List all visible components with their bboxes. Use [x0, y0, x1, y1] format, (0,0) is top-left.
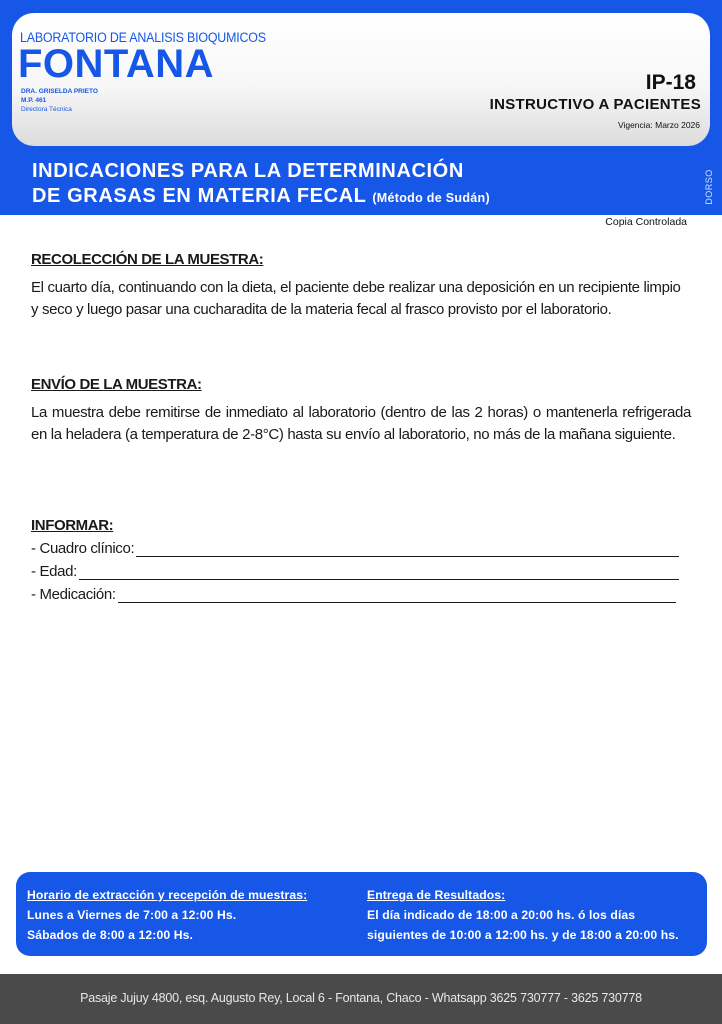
field-age-line[interactable] — [79, 566, 679, 580]
copy-note: Copia Controlada — [605, 216, 687, 228]
side-tag-label: DORSO — [704, 169, 714, 205]
field-medication-label: - Medicación: — [31, 586, 116, 603]
field-age-label: - Edad: — [31, 563, 77, 580]
collection-heading: RECOLECCIÓN DE LA MUESTRA: — [31, 251, 264, 268]
hours-box — [16, 872, 707, 956]
field-clinical-picture-label: - Cuadro clínico: — [31, 540, 135, 557]
title-method: (Método de Sudán) — [372, 191, 490, 205]
title-line-1: INDICACIONES PARA LA DETERMINACIÓN — [32, 160, 464, 182]
title-line-2-text: DE GRASAS EN MATERIA FECAL — [32, 185, 367, 207]
results-line-1: El día indicado de 18:00 a 20:00 hs. ó los días — [367, 908, 636, 922]
director-license: M.P. 461 — [21, 97, 47, 104]
footer-address: Pasaje Jujuy 4800, esq. Augusto Rey, Local 6 - Fontana, Chaco - Whatsapp 3625 730777 - 3625 730778 — [80, 991, 642, 1005]
inform-heading: INFORMAR: — [31, 517, 114, 534]
director-name: DRA. GRISELDA PRIETO — [21, 88, 98, 95]
results-hours — [367, 885, 679, 945]
extraction-saturdays: Sábados de 8:00 a 12:00 Hs. — [27, 928, 193, 942]
results-title: Entrega de Resultados: — [367, 888, 506, 902]
document-validity: Vigencia: Marzo 2026 — [617, 120, 700, 130]
title-line-2 — [32, 184, 490, 211]
director-info — [21, 87, 98, 114]
field-clinical-picture-line[interactable] — [136, 543, 679, 557]
document-type: INSTRUCTIVO A PACIENTES — [489, 96, 701, 113]
results-line-2: siguientes de 10:00 a 12:00 hs. y de 18:00 a 20:00 hs. — [367, 928, 679, 942]
lab-subtitle: LABORATORIO DE ANALISIS BIOQUMICOS — [20, 30, 266, 45]
extraction-hours — [27, 885, 307, 945]
director-role: Directora Técnica — [21, 106, 72, 113]
field-age[interactable] — [31, 563, 679, 580]
collection-body: El cuarto día, continuando con la dieta, el paciente debe realizar una deposición en un recipiente limpio y seco y luego pasar una cucharadita de la materia fecal al frasco provisto por el laboratorio. — [31, 279, 681, 318]
side-tag — [702, 165, 716, 209]
extraction-weekdays: Lunes a Viernes de 7:00 a 12:00 Hs. — [27, 908, 237, 922]
extraction-title: Horario de extracción y recepción de muestras: — [27, 888, 308, 902]
shipping-heading: ENVÍO DE LA MUESTRA: — [31, 376, 202, 393]
field-medication-line[interactable] — [118, 589, 676, 603]
page-title — [32, 159, 490, 211]
document-code: IP-18 — [645, 71, 696, 94]
field-clinical-picture[interactable] — [31, 540, 679, 557]
lab-logo-name: FONTANA — [18, 42, 215, 86]
field-medication[interactable] — [31, 586, 676, 603]
shipping-body: La muestra debe remitirse de inmediato al laboratorio (dentro de las 2 horas) o mantenerla refrigerada en la heladera (a temperatura de 2-8°C) hasta su envío al laboratorio, no más de la mañana siguiente. — [31, 404, 691, 443]
footer — [0, 974, 722, 1024]
